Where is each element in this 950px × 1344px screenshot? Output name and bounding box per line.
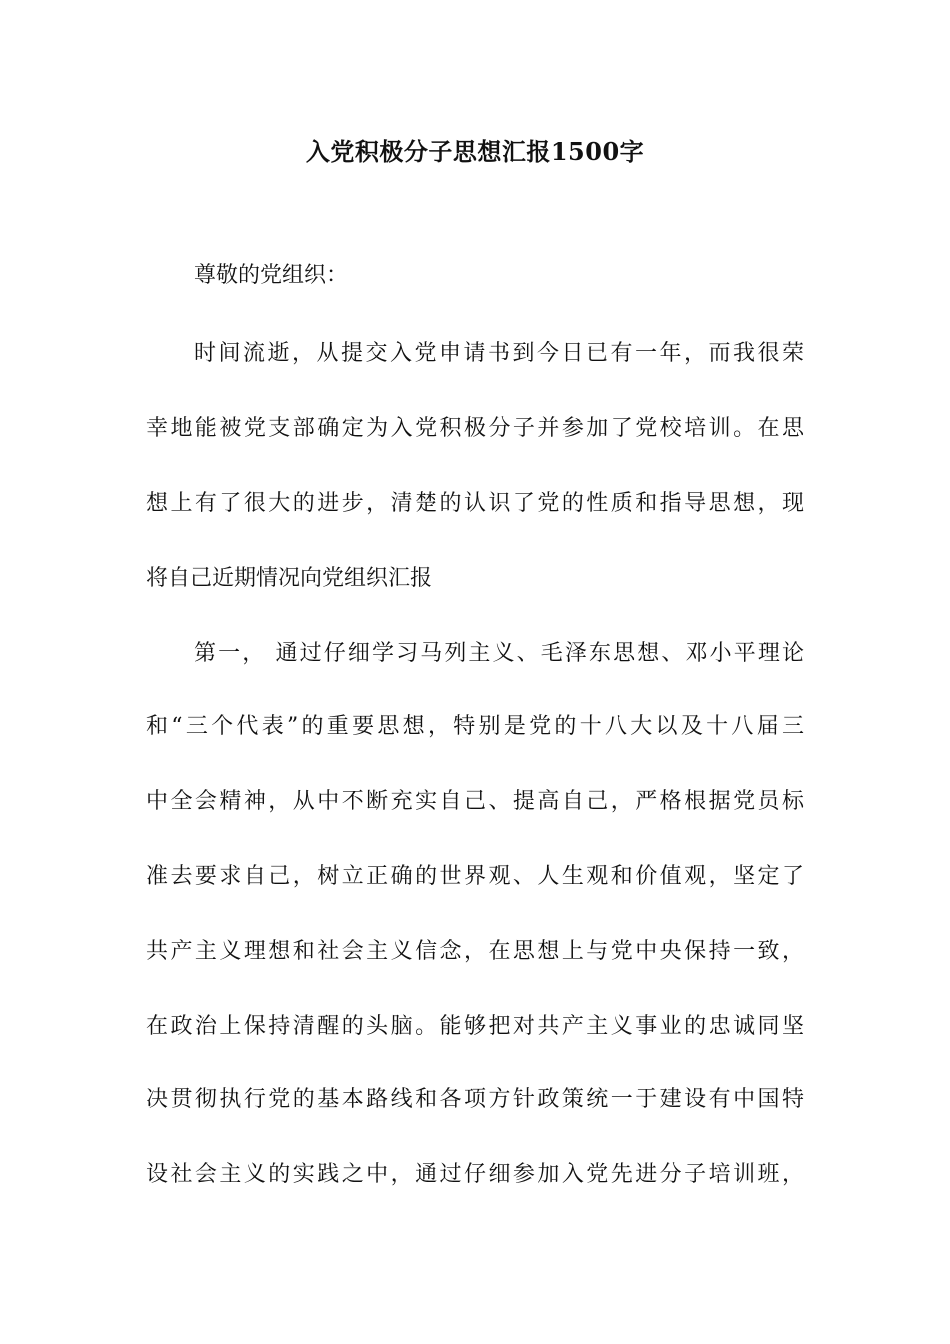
salutation: 尊敬的党组织： — [194, 263, 349, 288]
paragraph-2-line-5: 共产主义理想和社会主义信念，在思想上与党中央保持一致， — [146, 939, 804, 964]
paragraph-2-line-6: 在政治上保持清醒的头脑。能够把对共产主义事业的忠诚同坚 — [146, 1014, 804, 1039]
paragraph-2-line-4: 准去要求自己，树立正确的世界观、人生观和价值观，坚定了 — [146, 864, 804, 889]
paragraph-1-line-1: 时间流逝，从提交入党申请书到今日已有一年，而我很荣 — [194, 341, 804, 366]
paragraph-2-line-7: 决贯彻执行党的基本路线和各项方针政策统一于建设有中国特 — [146, 1087, 804, 1112]
paragraph-2-line-2: 和“三个代表”的重要思想，特别是党的十八大以及十八届三 — [146, 714, 804, 739]
document-title: 入党积极分子思想汇报1500字 — [305, 137, 645, 166]
paragraph-1-line-2: 幸地能被党支部确定为入党积极分子并参加了党校培训。在思 — [146, 416, 804, 441]
paragraph-2-line-8: 设社会主义的实践之中，通过仔细参加入党先进分子培训班， — [146, 1162, 804, 1187]
paragraph-2-line-3: 中全会精神，从中不断充实自己、提高自己，严格根据党员标 — [146, 789, 804, 814]
paragraph-1-line-3: 想上有了很大的进步，清楚的认识了党的性质和指导思想，现 — [146, 491, 804, 516]
paragraph-2-line-1: 第一， 通过仔细学习马列主义、毛泽东思想、邓小平理论 — [194, 641, 804, 666]
paragraph-1-line-4: 将自己近期情况向党组织汇报 — [146, 566, 433, 591]
